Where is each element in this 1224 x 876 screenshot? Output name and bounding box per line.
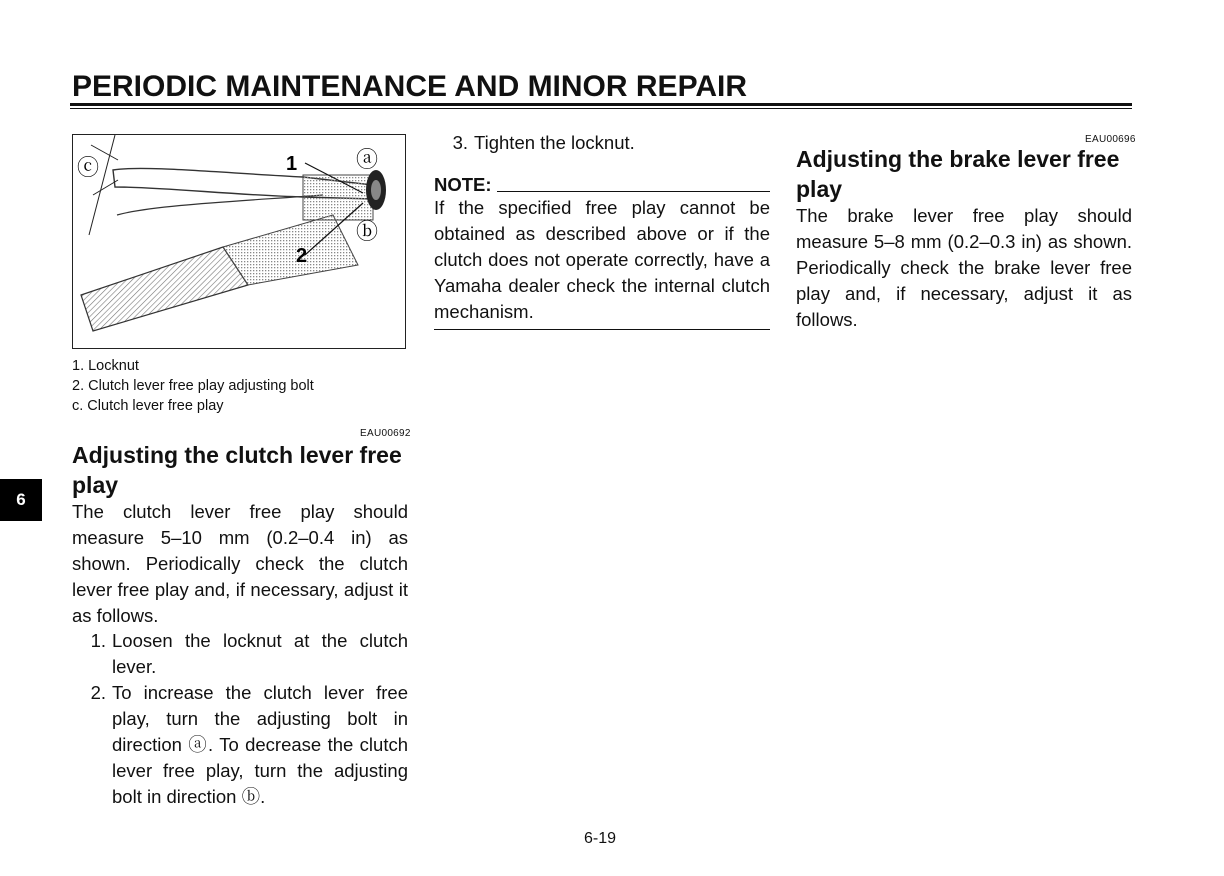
caption-item: 1. Locknut [72,358,139,374]
note-rule-bottom [434,329,770,330]
caption-item: c. Clutch lever free play [72,398,224,414]
page-number: 6-19 [584,830,617,847]
step-number: 3. [452,132,468,153]
free-play-line-2 [93,180,118,195]
list-item [72,680,408,810]
list-item [72,628,408,680]
callout-b: ⓑ [356,220,379,245]
step-text: Tighten the locknut. [474,132,635,153]
note-label: NOTE: [434,174,492,195]
note-rule-top [497,191,770,192]
callout-a: ⓐ [356,148,379,173]
callout-1: 1 [286,153,298,175]
brake-section-heading: Adjusting the brake lever free play [796,146,1120,202]
lever-bracket-shape [303,175,373,220]
bolt-shape [371,180,381,200]
grip-shape [81,247,248,331]
lever-outline-lower [117,195,323,215]
chapter-tab: 6 [0,479,42,521]
caption-item: 2. Clutch lever free play adjusting bolt [72,378,314,394]
brake-section-body: The brake lever free play should measure 5–8 mm (0.2–0.3 in) as shown. Periodically check the brake lever free play and, if necessary, adjust it as follows. [796,205,1132,330]
list-item [434,130,770,156]
header-rule-thin [70,108,1132,109]
clutch-lever-figure [72,134,406,349]
clutch-section-heading: Adjusting the clutch lever free play [72,442,402,498]
free-play-line-3 [89,135,115,235]
callout-c: ⓒ [77,156,100,181]
clutch-section-body: The clutch lever free play should measure 5–10 mm (0.2–0.4 in) as shown. Periodically check the clutch lever free play and, if necessary, adjust it as follows. [72,501,408,626]
page-title: PERIODIC MAINTENANCE AND MINOR REPAIR [72,70,748,103]
step-number: 2. [90,682,106,703]
figure-captions [72,356,314,416]
clutch-steps-list [72,628,408,810]
brake-section-code: EAU00696 [1085,134,1136,145]
clutch-section-code: EAU00692 [360,428,411,439]
header-rule-thick [70,103,1132,106]
step-text: To increase the clutch lever free play, turn the adjusting bolt in direction ⓐ. To decrease the clutch lever free play, turn the adjusting bolt in direction ⓑ. [112,682,408,807]
callout-2: 2 [296,245,308,267]
note-text: If the specified free play cannot be obtained as described above or if the clutch does not operate correctly, have a Yamaha dealer check the internal clutch mechanism. [434,197,770,322]
step-number: 1. [90,630,106,651]
step-text: Loosen the locknut at the clutch lever. [112,630,408,677]
